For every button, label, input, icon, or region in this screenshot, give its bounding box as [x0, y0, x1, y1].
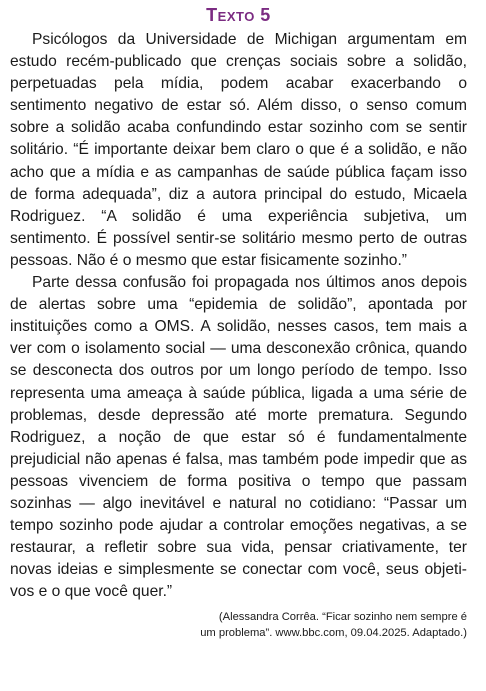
source-line-1: (Alessandra Corrêa. “Ficar sozinho nem sempre é: [218, 611, 467, 624]
source-line-2: um problema”. www.bbc.com, 09.04.2025. Adaptado.): [200, 626, 467, 639]
paragraph-1: Psicólogos da Universidade de Michigan argumentam em estudo recém-publicado que crenças sociais sobre a solidão, perpetuadas pela mídia, podem acabar exacerbando o sentimento negativo de estar só. Além disso, o senso comum sobre a solidão acaba confundindo estar sozinho com se sentir solitário. “É importante deixar bem claro o que é a solidão, e não acho que a mídia e as campanhas de saúde pública façam isso de forma adequada”, diz a autora principal do estudo, Micaela Rodriguez. “A solidão é uma experiência subjetiva, um sentimento. É possível sentir-se solitário mesmo perto de outras pessoas. Não é o mesmo que estar fisicamente sozinho.”: [10, 31, 467, 269]
source-citation: [10, 610, 467, 641]
text-title: Texto 5: [206, 5, 271, 25]
paragraph-2: Parte dessa confusão foi propagada nos últimos anos depois de alertas sobre uma “epidemia de solidão”, apontada por instituições como a OMS. A solidão, nesses casos, tem mais a ver com o isolamento social — uma desconexão crônica, quando se desconecta dos outros por um longo período de tempo. Isso representa uma ameaça à saúde pública, ligada a uma série de problemas, desde depressão até morte prematura. Segundo Rodriguez, a noção de que estar só é fundamentalmente prejudicial não apenas é falsa, mas também pode impedir que as pessoas vivenciem de forma positiva o tempo que passam sozinhas — algo inevitável e natural no cotidiano: “Passar um tempo sozinho pode ajudar a controlar emoções negativas, a se restaurar, a refletir sobre sua vida, pensar criativamente, ter novas ideias e simplesmente se conectar com você, seus objetivos e o que você quer.”: [10, 274, 467, 601]
